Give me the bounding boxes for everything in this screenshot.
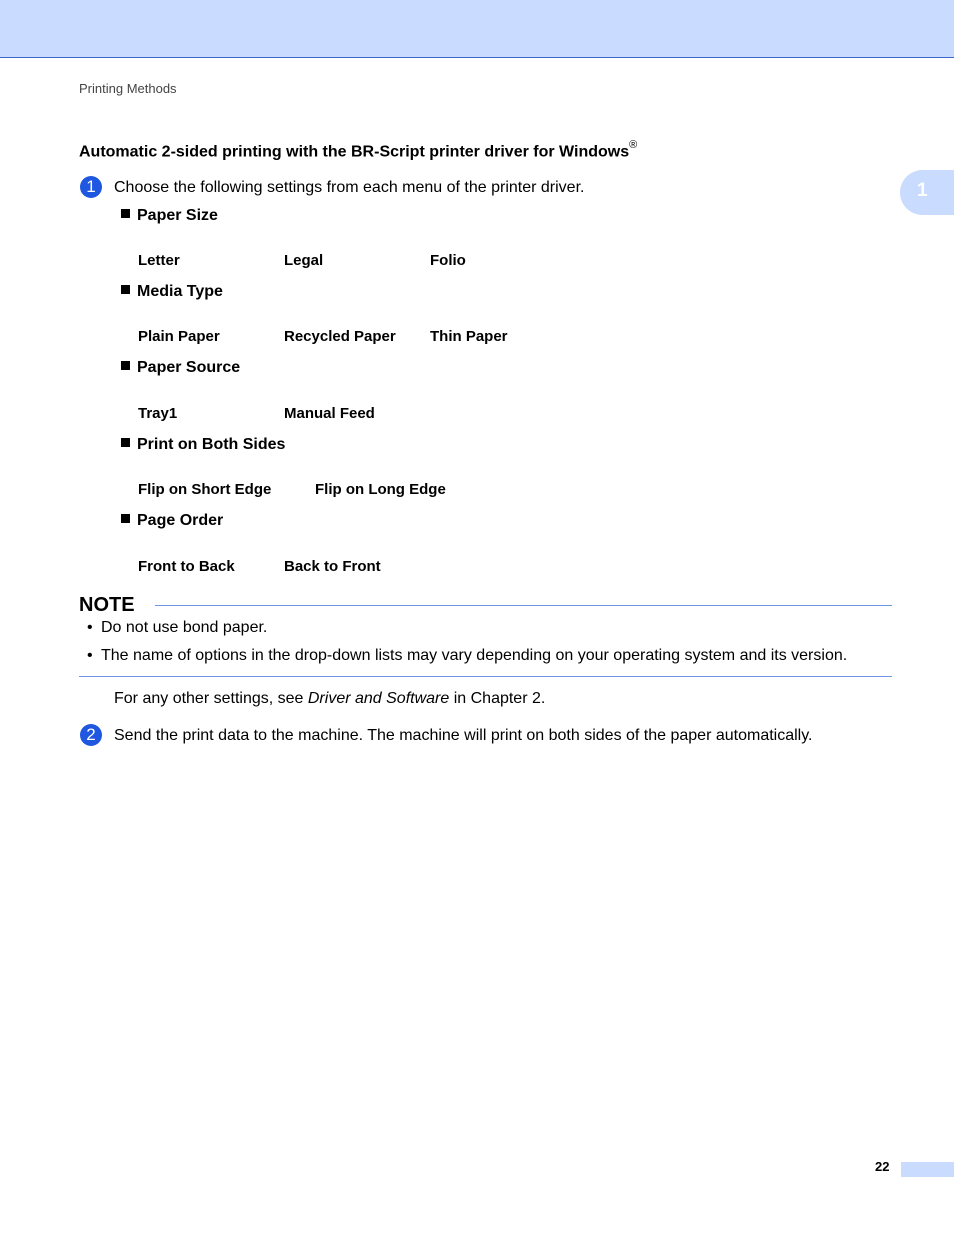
note-bottom-divider [79, 676, 892, 677]
setting-heading-paper-size [121, 207, 218, 225]
option-flip-short-edge: Flip on Short Edge [138, 481, 272, 498]
reference-link[interactable]: Driver and Software [307, 690, 450, 707]
step-2-text: Send the print data to the machine. The machine will print on both sides of the paper automatically. [114, 727, 813, 744]
option-front-to-back: Front to Back [138, 558, 235, 575]
reference-suffix: in Chapter 2. [449, 690, 546, 707]
bullet-dot-icon: • [87, 619, 93, 636]
note-top-divider [155, 605, 892, 606]
registered-mark: ® [629, 139, 638, 151]
setting-label: Print on Both Sides [137, 436, 286, 453]
page-number: 22 [875, 1159, 890, 1174]
section-heading-text: Automatic 2-sided printing with the BR-Script printer driver for Windows [79, 143, 630, 161]
running-header: Printing Methods [79, 81, 177, 96]
option-thin-paper: Thin Paper [430, 328, 508, 345]
chapter-tab-number: 1 [917, 180, 928, 201]
option-flip-long-edge: Flip on Long Edge [315, 481, 446, 498]
step-2-badge: 2 [80, 724, 102, 746]
setting-label: Paper Source [137, 359, 241, 376]
setting-label: Media Type [137, 283, 223, 300]
step-1-text: Choose the following settings from each menu of the printer driver. [114, 179, 585, 196]
option-letter: Letter [138, 252, 180, 269]
square-bullet-icon [121, 361, 130, 370]
option-back-to-front: Back to Front [284, 558, 381, 575]
note-item-text: The name of options in the drop-down lists may vary depending on your operating system and its version. [101, 647, 848, 664]
square-bullet-icon [121, 514, 130, 523]
setting-heading-page-order [121, 512, 223, 530]
option-folio: Folio [430, 252, 466, 269]
step-1-badge: 1 [80, 176, 102, 198]
header-band [0, 0, 954, 58]
option-manual-feed: Manual Feed [284, 405, 375, 422]
note-item [87, 647, 847, 665]
square-bullet-icon [121, 209, 130, 218]
option-tray1: Tray1 [138, 405, 178, 422]
square-bullet-icon [121, 285, 130, 294]
section-heading [79, 141, 637, 161]
option-legal: Legal [284, 252, 324, 269]
setting-label: Page Order [137, 512, 224, 529]
option-plain-paper: Plain Paper [138, 328, 220, 345]
chapter-tab[interactable] [900, 170, 954, 215]
square-bullet-icon [121, 438, 130, 447]
page-tab [901, 1162, 954, 1177]
setting-heading-media-type [121, 283, 223, 301]
setting-label: Paper Size [137, 207, 218, 224]
note-item-text: Do not use bond paper. [101, 619, 268, 636]
option-recycled-paper: Recycled Paper [284, 328, 396, 345]
note-title: NOTE [79, 594, 135, 616]
setting-heading-print-on-both-sides [121, 436, 285, 454]
bullet-dot-icon: • [87, 647, 93, 664]
reference-prefix: For any other settings, see [114, 690, 308, 707]
settings-reference [114, 690, 545, 708]
note-item [87, 619, 267, 637]
setting-heading-paper-source [121, 359, 240, 377]
